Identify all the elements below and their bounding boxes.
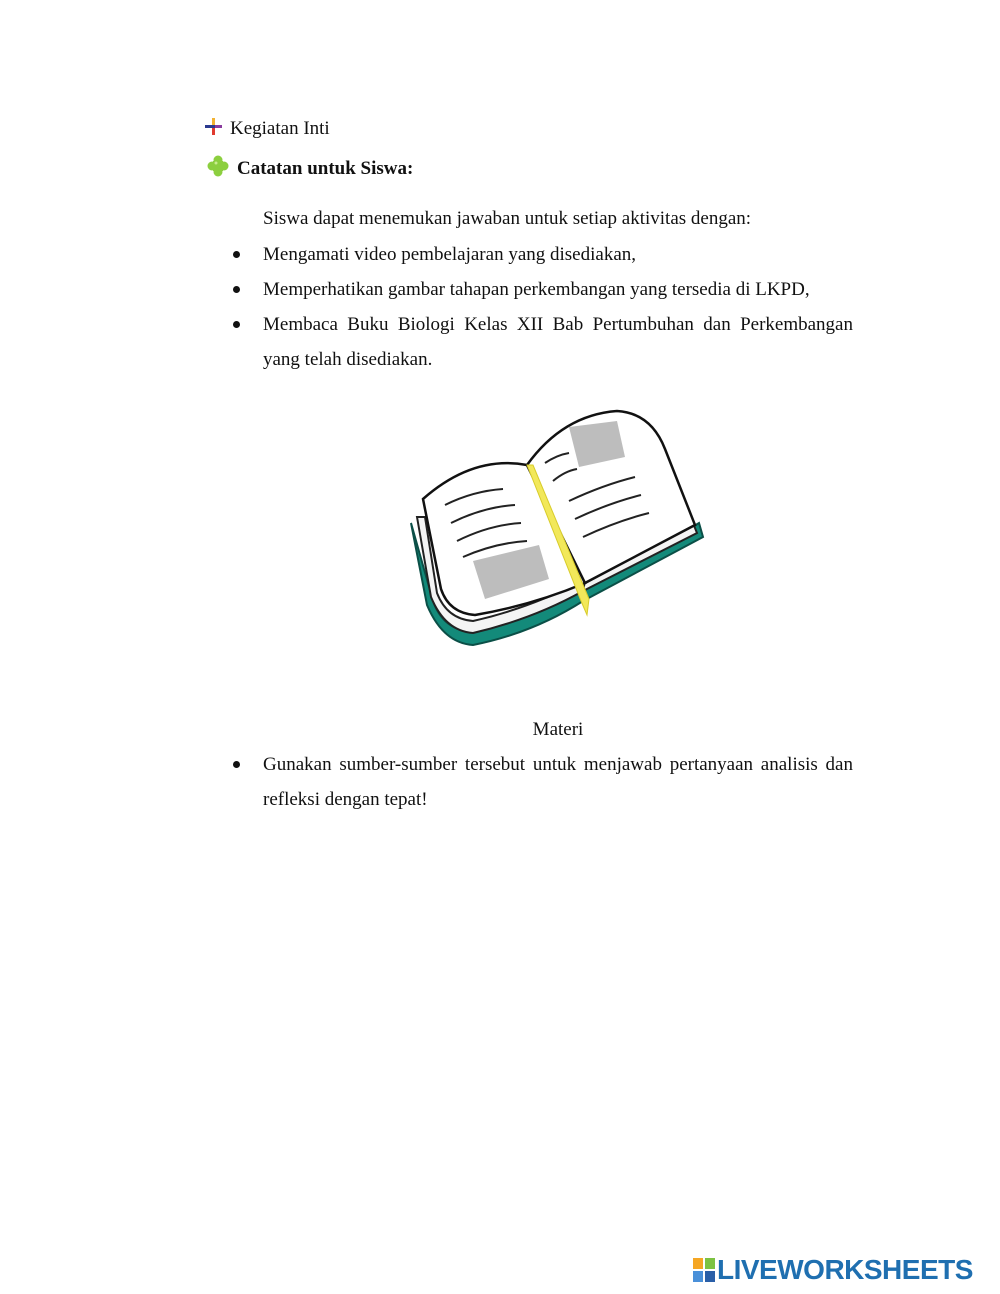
notes-intro: Siswa dapat menemukan jawaban untuk setiap aktivitas dengan: — [263, 208, 752, 229]
bullet-icon — [233, 286, 240, 293]
liveworksheets-logo[interactable] — [693, 1255, 973, 1285]
plus-bullet-icon — [205, 118, 222, 140]
section-heading — [205, 118, 330, 140]
list-item — [263, 747, 853, 817]
list-item-text: Gunakan sumber-sumber tersebut untuk menjawab pertanyaan analisis dan refleksi dengan tepat! — [263, 754, 853, 810]
bullet-icon — [233, 251, 240, 258]
notes-title: Catatan untuk Siswa: — [237, 157, 414, 179]
notes-heading — [207, 155, 413, 182]
list-item — [263, 237, 853, 272]
bullet-icon — [233, 321, 240, 328]
list-item — [263, 307, 853, 377]
list-item-text: Membaca Buku Biologi Kelas XII Bab Pertumbuhan dan Perkembangan yang telah disediakan. — [263, 314, 853, 370]
closing-list — [263, 747, 853, 817]
list-item — [263, 272, 853, 307]
notes-list — [263, 237, 853, 377]
section-title: Kegiatan Inti — [230, 118, 330, 139]
figure-caption: Materi — [532, 719, 584, 740]
open-book-icon — [403, 405, 705, 647]
list-item-text: Mengamati video pembelajaran yang disediakan, — [263, 244, 637, 265]
bullet-icon — [233, 761, 240, 768]
brand-name: LIVEWORKSHEETS — [717, 1254, 973, 1285]
liveworksheets-logo-icon — [693, 1258, 715, 1282]
list-item-text: Memperhatikan gambar tahapan perkembangan yang tersedia di LKPD, — [263, 279, 810, 300]
green-puzzle-icon — [207, 155, 229, 182]
